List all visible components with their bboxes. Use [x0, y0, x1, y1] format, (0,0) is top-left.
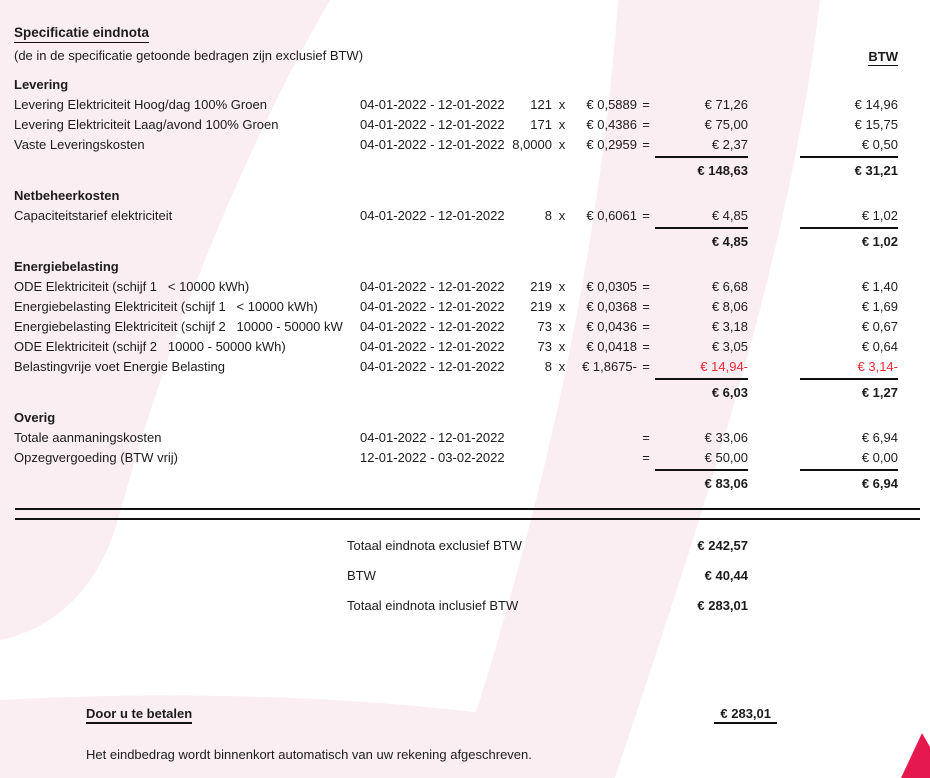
row-quantity: 73: [537, 319, 552, 334]
totals-block: [14, 530, 930, 620]
row-label: ODE Elektriciteit (schijf 2 10000 - 50000 kWh): [14, 339, 286, 354]
row-unit-price: € 0,2959: [586, 137, 637, 152]
table-row: [14, 337, 930, 357]
separator-double-rule: [15, 508, 920, 520]
table-row: [14, 206, 930, 226]
row-amount: € 8,06: [711, 299, 748, 314]
row-period: 04-01-2022 - 12-01-2022: [360, 97, 505, 112]
section-title: Levering: [14, 77, 69, 92]
table-row: [14, 95, 930, 115]
row-label: Energiebelasting Elektriciteit (schijf 2 10000 - 50000 kW: [14, 319, 343, 334]
row-btw: € 0,64: [861, 339, 898, 354]
section: [14, 75, 930, 181]
equals-sign: =: [642, 117, 650, 132]
total-label: Totaal eindnota inclusief BTW: [347, 597, 519, 613]
row-btw: € 0,67: [861, 319, 898, 334]
multiply-sign: x: [558, 339, 566, 354]
total-value: € 242,57: [697, 537, 748, 553]
section-rows: [14, 206, 930, 226]
subtotal-row: [14, 383, 930, 403]
subtotal-rule: [14, 378, 930, 380]
multiply-sign: x: [558, 279, 566, 294]
row-period: 04-01-2022 - 12-01-2022: [360, 279, 505, 294]
row-period: 12-01-2022 - 03-02-2022: [360, 450, 505, 465]
subtotal-amount: € 4,85: [711, 234, 748, 249]
table-row: [14, 135, 930, 155]
equals-sign: =: [642, 299, 650, 314]
row-label: Capaciteitstarief elektriciteit: [14, 208, 173, 223]
row-btw: € 14,96: [854, 97, 898, 112]
equals-sign: =: [642, 359, 650, 374]
btw-rule-line: [800, 378, 898, 380]
row-period: 04-01-2022 - 12-01-2022: [360, 430, 505, 445]
row-btw: € 15,75: [854, 117, 898, 132]
row-label: Vaste Leveringskosten: [14, 137, 145, 152]
section: [14, 257, 930, 403]
row-label: Opzegvergoeding (BTW vrij): [14, 450, 178, 465]
row-unit-price: € 0,4386: [586, 117, 637, 132]
payment-due-row: [14, 706, 930, 724]
equals-sign: =: [642, 97, 650, 112]
row-unit-price: € 0,0436: [586, 319, 637, 334]
row-label: ODE Elektriciteit (schijf 1 < 10000 kWh): [14, 279, 250, 294]
subtotal-rule: [14, 227, 930, 229]
row-period: 04-01-2022 - 12-01-2022: [360, 319, 505, 334]
equals-sign: =: [642, 319, 650, 334]
total-value: € 283,01: [697, 597, 748, 613]
row-unit-price: € 0,0305: [586, 279, 637, 294]
table-row: [14, 357, 930, 377]
payment-due-amount: € 283,01: [714, 706, 777, 724]
table-row: [14, 448, 930, 468]
total-label: BTW: [347, 567, 376, 583]
row-label: Totale aanmaningskosten: [14, 430, 162, 445]
row-amount: € 71,26: [704, 97, 748, 112]
row-label: Belastingvrije voet Energie Belasting: [14, 359, 226, 374]
subtotal-btw: € 1,02: [861, 234, 898, 249]
btw-rule-line: [800, 156, 898, 158]
row-btw: € 1,02: [861, 208, 898, 223]
section-rows: [14, 277, 930, 377]
amount-rule-line: [655, 469, 748, 471]
multiply-sign: x: [558, 117, 566, 132]
btw-rule-line: [800, 227, 898, 229]
multiply-sign: x: [558, 359, 566, 374]
subtotal-btw: € 31,21: [854, 163, 898, 178]
row-btw: € 6,94: [861, 430, 898, 445]
multiply-sign: x: [558, 319, 566, 334]
btw-column-header: BTW: [868, 49, 898, 64]
btw-rule-line: [800, 469, 898, 471]
total-row-btw: [347, 560, 748, 590]
equals-sign: =: [642, 208, 650, 223]
section: [14, 186, 930, 252]
row-period: 04-01-2022 - 12-01-2022: [360, 137, 505, 152]
row-quantity: 8,0000: [512, 137, 552, 152]
subtotal-row: [14, 474, 930, 494]
equals-sign: =: [642, 279, 650, 294]
multiply-sign: x: [558, 208, 566, 223]
section-rows: [14, 95, 930, 155]
page-title: Specificatie eindnota: [14, 25, 149, 43]
row-amount: € 2,37: [711, 137, 748, 152]
subtotal-amount: € 148,63: [697, 163, 748, 178]
row-amount: € 14,94-: [700, 359, 748, 374]
table-row: [14, 317, 930, 337]
table-row: [14, 277, 930, 297]
payment-due-label: Door u te betalen: [86, 706, 192, 724]
row-unit-price: € 0,5889: [586, 97, 637, 112]
table-row: [14, 428, 930, 448]
row-unit-price: € 0,0368: [586, 299, 637, 314]
row-btw: € 1,69: [861, 299, 898, 314]
row-btw: € 1,40: [861, 279, 898, 294]
row-label: Energiebelasting Elektriciteit (schijf 1 < 10000 kWh): [14, 299, 318, 314]
row-amount: € 33,06: [704, 430, 748, 445]
sections: [14, 75, 930, 494]
row-quantity: 73: [537, 339, 552, 354]
equals-sign: =: [642, 339, 650, 354]
footer-note: Het eindbedrag wordt binnenkort automatisch van uw rekening afgeschreven.: [86, 747, 532, 762]
row-quantity: 121: [530, 97, 552, 112]
subtotal-amount: € 83,06: [704, 476, 748, 491]
subtotal-btw: € 1,27: [861, 385, 898, 400]
row-unit-price: € 0,6061: [586, 208, 637, 223]
table-row: [14, 115, 930, 135]
equals-sign: =: [642, 430, 650, 445]
section-title: Energiebelasting: [14, 259, 119, 274]
row-quantity: 219: [530, 279, 552, 294]
subtotal-row: [14, 161, 930, 181]
row-quantity: 171: [530, 117, 552, 132]
row-period: 04-01-2022 - 12-01-2022: [360, 359, 505, 374]
row-amount: € 50,00: [704, 450, 748, 465]
equals-sign: =: [642, 450, 650, 465]
row-quantity: 8: [544, 208, 552, 223]
amount-rule-line: [655, 227, 748, 229]
row-unit-price: € 0,0418: [586, 339, 637, 354]
row-unit-price: € 1,8675-: [582, 359, 637, 374]
section-title: Overig: [14, 410, 56, 425]
subtotal-rule: [14, 156, 930, 158]
row-amount: € 4,85: [711, 208, 748, 223]
row-amount: € 3,18: [711, 319, 748, 334]
row-quantity: 219: [530, 299, 552, 314]
row-quantity: 8: [544, 359, 552, 374]
row-amount: € 75,00: [704, 117, 748, 132]
header: [14, 25, 930, 64]
subtotal-rule: [14, 469, 930, 471]
subtotal-amount: € 6,03: [711, 385, 748, 400]
subtotal-btw: € 6,94: [861, 476, 898, 491]
subtotal-row: [14, 232, 930, 252]
row-amount: € 6,68: [711, 279, 748, 294]
section-title: Netbeheerkosten: [14, 188, 120, 203]
section-rows: [14, 428, 930, 468]
total-value: € 40,44: [704, 567, 748, 583]
total-row-incl-btw: [347, 590, 748, 620]
equals-sign: =: [642, 137, 650, 152]
row-period: 04-01-2022 - 12-01-2022: [360, 117, 505, 132]
row-label: Levering Elektriciteit Hoog/dag 100% Groen: [14, 97, 267, 112]
multiply-sign: x: [558, 137, 566, 152]
amount-rule-line: [655, 378, 748, 380]
table-row: [14, 297, 930, 317]
row-btw: € 0,00: [861, 450, 898, 465]
row-btw: € 3,14-: [857, 359, 898, 374]
row-period: 04-01-2022 - 12-01-2022: [360, 299, 505, 314]
total-row-excl-btw: [347, 530, 748, 560]
amount-rule-line: [655, 156, 748, 158]
row-period: 04-01-2022 - 12-01-2022: [360, 339, 505, 354]
multiply-sign: x: [558, 97, 566, 112]
row-label: Levering Elektriciteit Laag/avond 100% Groen: [14, 117, 279, 132]
total-label: Totaal eindnota exclusief BTW: [347, 537, 522, 553]
row-btw: € 0,50: [861, 137, 898, 152]
row-period: 04-01-2022 - 12-01-2022: [360, 208, 505, 223]
multiply-sign: x: [558, 299, 566, 314]
section: [14, 408, 930, 494]
row-amount: € 3,05: [711, 339, 748, 354]
page-subtitle: (de in de specificatie getoonde bedragen zijn exclusief BTW): [14, 48, 364, 63]
